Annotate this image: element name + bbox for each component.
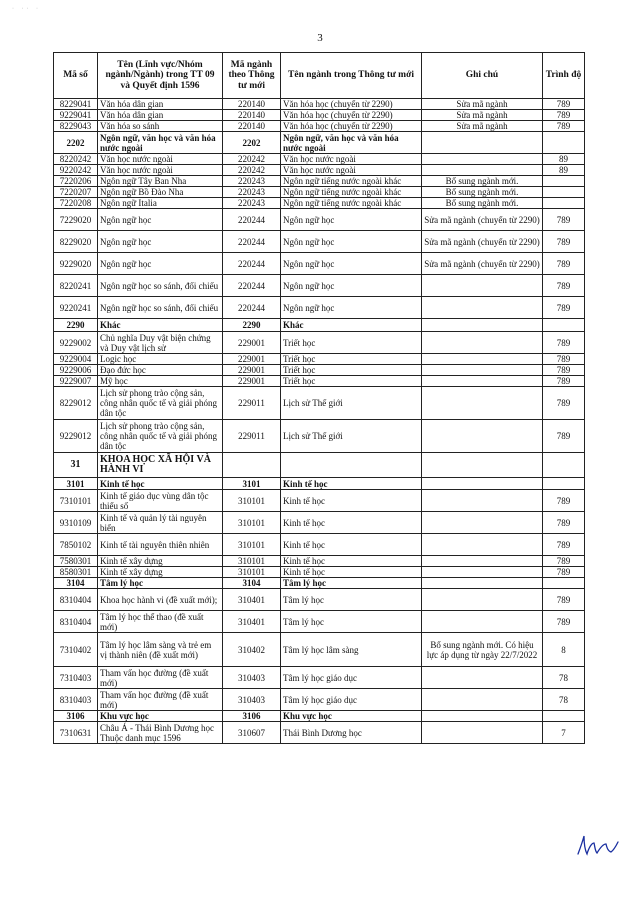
cell-old-name: Ngôn ngữ học (98, 253, 223, 275)
group-row (54, 132, 585, 154)
group-row (54, 711, 585, 722)
cell-note (422, 478, 543, 490)
cell-code: 7229020 (54, 209, 98, 231)
cell-new-name: Lịch sử Thế giới (281, 420, 422, 453)
cell-old-name: Văn học nước ngoài (98, 165, 223, 176)
cell-new-name: Lịch sử Thế giới (281, 387, 422, 420)
cell-old-name: Tham vấn học đường (đề xuất mới) (98, 667, 223, 689)
cell-new-code: 229011 (223, 387, 281, 420)
cell-code: 8310404 (54, 589, 98, 611)
cell-new-name: Khác (281, 319, 422, 332)
table-row (54, 376, 585, 387)
cell-new-name: Ngôn ngữ tiếng nước ngoài khác (281, 176, 422, 187)
cell-old-name: Đạo đức học (98, 365, 223, 376)
cell-level: 789 (543, 611, 585, 633)
cell-new-code (223, 453, 281, 478)
cell-old-name: Ngôn ngữ Bồ Đào Nha (98, 187, 223, 198)
cell-note (422, 711, 543, 722)
cell-new-name: Tâm lý học (281, 578, 422, 589)
cell-new-code: 220140 (223, 121, 281, 132)
cell-new-code: 220244 (223, 209, 281, 231)
cell-new-name: Tâm lý học (281, 611, 422, 633)
cell-code: 3104 (54, 578, 98, 589)
cell-note (422, 354, 543, 365)
cell-level: 789 (543, 121, 585, 132)
cell-note: Sửa mã ngành (chuyển từ 2290) (422, 253, 543, 275)
cell-new-name: Ngôn ngữ, văn học và văn hóa nước ngoài (281, 132, 422, 154)
table-row (54, 332, 585, 354)
cell-code: 9229004 (54, 354, 98, 365)
cell-level: 789 (543, 275, 585, 297)
group-row (54, 319, 585, 332)
cell-level: 789 (543, 420, 585, 453)
cell-new-code: 220244 (223, 275, 281, 297)
cell-old-name: Khác (98, 319, 223, 332)
group-row (54, 578, 585, 589)
table-body (54, 99, 585, 744)
header-note: Ghi chú (422, 53, 543, 99)
cell-note (422, 420, 543, 453)
cell-new-code: 220244 (223, 231, 281, 253)
cell-level (543, 198, 585, 209)
cell-note (422, 319, 543, 332)
cell-new-code: 220243 (223, 187, 281, 198)
cell-old-name: Kinh tế xây dựng (98, 556, 223, 567)
cell-level: 789 (543, 99, 585, 110)
cell-note (422, 387, 543, 420)
cell-code: 9229020 (54, 253, 98, 275)
cell-old-name: Ngôn ngữ Tây Ban Nha (98, 176, 223, 187)
cell-level: 89 (543, 154, 585, 165)
cell-level: 789 (543, 332, 585, 354)
cell-code: 9220241 (54, 297, 98, 319)
cell-new-code: 229001 (223, 365, 281, 376)
cell-code: 2290 (54, 319, 98, 332)
cell-old-name: Ngôn ngữ học so sánh, đối chiếu (98, 297, 223, 319)
table-row (54, 187, 585, 198)
cell-code: 7220207 (54, 187, 98, 198)
cell-new-code: 310101 (223, 567, 281, 578)
cell-level: 789 (543, 534, 585, 556)
cell-level: 789 (543, 490, 585, 512)
cell-level: 789 (543, 376, 585, 387)
header-new-name: Tên ngành trong Thông tư mới (281, 53, 422, 99)
cell-old-name: Ngôn ngữ học so sánh, đối chiếu (98, 275, 223, 297)
cell-note: Bổ sung ngành mới. (422, 176, 543, 187)
cell-new-name: Triết học (281, 332, 422, 354)
cell-old-name: Ngôn ngữ học (98, 231, 223, 253)
cell-code: 8310403 (54, 689, 98, 711)
cell-code: 8229020 (54, 231, 98, 253)
cell-code: 7310403 (54, 667, 98, 689)
table-row (54, 209, 585, 231)
cell-new-code: 310101 (223, 512, 281, 534)
table-row (54, 633, 585, 667)
cell-new-name (281, 453, 422, 478)
cell-code: 31 (54, 453, 98, 478)
cell-old-name: Khu vực học (98, 711, 223, 722)
cell-new-code: 220242 (223, 165, 281, 176)
cell-note (422, 534, 543, 556)
cell-new-code: 310101 (223, 556, 281, 567)
cell-note (422, 556, 543, 567)
cell-new-name: Tâm lý học giáo dục (281, 667, 422, 689)
cell-code: 2202 (54, 132, 98, 154)
cell-old-name: Kinh tế và quản lý tài nguyên biển (98, 512, 223, 534)
cell-new-code: 220244 (223, 253, 281, 275)
cell-code: 7850102 (54, 534, 98, 556)
cell-level (543, 478, 585, 490)
cell-new-code: 229001 (223, 354, 281, 365)
cell-old-name: Kinh tế giáo dục vùng dân tộc thiểu số (98, 490, 223, 512)
table-row (54, 611, 585, 633)
cell-code: 7310631 (54, 722, 98, 744)
cell-old-name: Tham vấn học đường (đề xuất mới) (98, 689, 223, 711)
cell-code: 7220208 (54, 198, 98, 209)
cell-note: Sửa mã ngành (chuyển từ 2290) (422, 209, 543, 231)
major-group-row (54, 453, 585, 478)
cell-new-name: Ngôn ngữ tiếng nước ngoài khác (281, 187, 422, 198)
cell-level: 789 (543, 253, 585, 275)
cell-note: Sửa mã ngành (chuyển từ 2290) (422, 231, 543, 253)
programs-table (53, 52, 585, 744)
cell-level (543, 132, 585, 154)
cell-note (422, 689, 543, 711)
cell-new-code: 310101 (223, 490, 281, 512)
cell-note (422, 667, 543, 689)
cell-new-name: Thái Bình Dương học (281, 722, 422, 744)
cell-level (543, 711, 585, 722)
cell-new-code: 220243 (223, 198, 281, 209)
cell-old-name: Tâm lý học thể thao (đề xuất mới) (98, 611, 223, 633)
table-header-row (54, 53, 585, 99)
cell-level: 789 (543, 387, 585, 420)
scan-marks: · ·· · (12, 6, 41, 12)
cell-old-name: Văn hóa dân gian (98, 110, 223, 121)
cell-code: 8229041 (54, 99, 98, 110)
cell-level: 789 (543, 567, 585, 578)
cell-new-name: Triết học (281, 354, 422, 365)
cell-new-code: 3101 (223, 478, 281, 490)
table-row (54, 490, 585, 512)
cell-code: 7310402 (54, 633, 98, 667)
cell-level (543, 187, 585, 198)
cell-new-code: 2290 (223, 319, 281, 332)
cell-note (422, 567, 543, 578)
cell-old-name: Lịch sử phong trào cộng sản, công nhân quốc tế và giải phóng dân tộc (98, 420, 223, 453)
cell-old-name: Lịch sử phong trào cộng sản, công nhân quốc tế và giải phóng dân tộc (98, 387, 223, 420)
cell-new-code: 229011 (223, 420, 281, 453)
table-row (54, 387, 585, 420)
cell-level (543, 176, 585, 187)
cell-new-name: Ngôn ngữ học (281, 253, 422, 275)
cell-note (422, 578, 543, 589)
cell-code: 9310109 (54, 512, 98, 534)
cell-new-name: Văn hóa học (chuyển từ 2290) (281, 110, 422, 121)
cell-old-name: Kinh tế tài nguyên thiên nhiên (98, 534, 223, 556)
cell-level: 789 (543, 209, 585, 231)
cell-new-name: Khu vực học (281, 711, 422, 722)
cell-new-name: Kinh tế học (281, 556, 422, 567)
cell-old-name: Mỹ học (98, 376, 223, 387)
cell-code: 7580301 (54, 556, 98, 567)
table-row (54, 589, 585, 611)
table-row (54, 512, 585, 534)
cell-note (422, 154, 543, 165)
cell-note (422, 132, 543, 154)
cell-note: Bổ sung ngành mới. (422, 198, 543, 209)
cell-level: 789 (543, 110, 585, 121)
table-row (54, 354, 585, 365)
header-code: Mã số (54, 53, 98, 99)
cell-new-name: Kinh tế học (281, 478, 422, 490)
cell-note: Sửa mã ngành (422, 99, 543, 110)
cell-new-name: Triết học (281, 365, 422, 376)
cell-old-name: Kinh tế học (98, 478, 223, 490)
cell-new-code: 220244 (223, 297, 281, 319)
table-row (54, 110, 585, 121)
cell-code: 9229041 (54, 110, 98, 121)
cell-old-name: Kinh tế xây dựng (98, 567, 223, 578)
cell-new-name: Kinh tế học (281, 567, 422, 578)
cell-code: 7310101 (54, 490, 98, 512)
cell-code: 9229006 (54, 365, 98, 376)
table-row (54, 365, 585, 376)
table-row (54, 556, 585, 567)
cell-new-name: Văn hóa học (chuyển từ 2290) (281, 121, 422, 132)
cell-note (422, 297, 543, 319)
cell-code: 7220206 (54, 176, 98, 187)
cell-note (422, 376, 543, 387)
signature-mark (575, 832, 621, 858)
cell-new-code: 220242 (223, 154, 281, 165)
cell-old-name: KHOA HỌC XÃ HỘI VÀ HÀNH VI (98, 453, 223, 478)
cell-code: 8580301 (54, 567, 98, 578)
cell-new-code: 220243 (223, 176, 281, 187)
cell-level: 8 (543, 633, 585, 667)
cell-new-name: Ngôn ngữ học (281, 275, 422, 297)
table-row (54, 534, 585, 556)
table-row (54, 722, 585, 744)
cell-note: Sửa mã ngành (422, 121, 543, 132)
cell-level: 789 (543, 231, 585, 253)
cell-note: Bổ sung ngành mới. Có hiệu lực áp dụng từ ngày 22/7/2022 (422, 633, 543, 667)
table-row (54, 297, 585, 319)
cell-code: 9229002 (54, 332, 98, 354)
cell-code: 8229012 (54, 387, 98, 420)
cell-old-name: Logic học (98, 354, 223, 365)
cell-level (543, 319, 585, 332)
table-row (54, 689, 585, 711)
table-row (54, 275, 585, 297)
cell-new-name: Tâm lý học giáo dục (281, 689, 422, 711)
cell-new-name: Kinh tế học (281, 512, 422, 534)
cell-level: 789 (543, 354, 585, 365)
cell-note (422, 512, 543, 534)
cell-new-name: Tâm lý học (281, 589, 422, 611)
cell-new-name: Tâm lý học lâm sàng (281, 633, 422, 667)
cell-level: 789 (543, 589, 585, 611)
cell-old-name: Ngôn ngữ, văn học và văn hóa nước ngoài (98, 132, 223, 154)
cell-new-code: 310101 (223, 534, 281, 556)
cell-note: Bổ sung ngành mới. (422, 187, 543, 198)
cell-new-name: Ngôn ngữ tiếng nước ngoài khác (281, 198, 422, 209)
table-row (54, 231, 585, 253)
group-row (54, 478, 585, 490)
cell-code: 3101 (54, 478, 98, 490)
cell-level (543, 578, 585, 589)
table-row (54, 99, 585, 110)
cell-code: 9229012 (54, 420, 98, 453)
cell-code: 3106 (54, 711, 98, 722)
cell-code: 8229043 (54, 121, 98, 132)
cell-note (422, 165, 543, 176)
cell-level: 789 (543, 556, 585, 567)
cell-level: 78 (543, 689, 585, 711)
cell-new-name: Ngôn ngữ học (281, 297, 422, 319)
cell-new-code: 3106 (223, 711, 281, 722)
cell-old-name: Khoa học hành vi (đề xuất mới); (98, 589, 223, 611)
cell-old-name: Tâm lý học lâm sàng và trẻ em vị thành niên (đề xuất mới) (98, 633, 223, 667)
cell-note (422, 275, 543, 297)
cell-new-code: 220140 (223, 99, 281, 110)
table-row (54, 198, 585, 209)
cell-old-name: Tâm lý học (98, 578, 223, 589)
cell-level: 789 (543, 512, 585, 534)
cell-old-name: Văn hóa so sánh (98, 121, 223, 132)
cell-note (422, 589, 543, 611)
table-row (54, 154, 585, 165)
cell-code: 9220242 (54, 165, 98, 176)
table-row (54, 121, 585, 132)
cell-note (422, 611, 543, 633)
cell-new-code: 310403 (223, 689, 281, 711)
cell-note (422, 722, 543, 744)
table-row (54, 253, 585, 275)
cell-new-name: Văn hóa học (chuyển từ 2290) (281, 99, 422, 110)
table-row (54, 667, 585, 689)
cell-level: 789 (543, 365, 585, 376)
cell-code: 8220241 (54, 275, 98, 297)
cell-code: 8220242 (54, 154, 98, 165)
cell-new-code: 2202 (223, 132, 281, 154)
cell-code: 9229007 (54, 376, 98, 387)
table-row (54, 420, 585, 453)
table-row (54, 176, 585, 187)
cell-old-name: Văn học nước ngoài (98, 154, 223, 165)
cell-level: 78 (543, 667, 585, 689)
cell-old-name: Chủ nghĩa Duy vật biện chứng và Duy vật lịch sử (98, 332, 223, 354)
cell-new-code: 310401 (223, 611, 281, 633)
cell-new-name: Triết học (281, 376, 422, 387)
cell-level: 789 (543, 297, 585, 319)
cell-note (422, 365, 543, 376)
cell-new-code: 220140 (223, 110, 281, 121)
cell-new-name: Kinh tế học (281, 490, 422, 512)
cell-old-name: Ngôn ngữ học (98, 209, 223, 231)
cell-new-code: 3104 (223, 578, 281, 589)
table-row (54, 567, 585, 578)
cell-note (422, 453, 543, 478)
cell-level: 89 (543, 165, 585, 176)
cell-note: Sửa mã ngành (422, 110, 543, 121)
cell-level: 7 (543, 722, 585, 744)
cell-new-code: 310402 (223, 633, 281, 667)
cell-old-name: Ngôn ngữ Italia (98, 198, 223, 209)
cell-new-code: 310607 (223, 722, 281, 744)
header-new-code: Mã ngành theo Thông tư mới (223, 53, 281, 99)
table-row (54, 165, 585, 176)
cell-old-name: Châu Á - Thái Bình Dương học Thuộc danh mục 1596 (98, 722, 223, 744)
header-old-name: Tên (Lĩnh vực/Nhóm ngành/Ngành) trong TT 09 và Quyết định 1596 (98, 53, 223, 99)
cell-new-code: 229001 (223, 332, 281, 354)
cell-new-code: 229001 (223, 376, 281, 387)
page-number: 3 (317, 32, 323, 44)
cell-new-name: Kinh tế học (281, 534, 422, 556)
cell-new-name: Ngôn ngữ học (281, 209, 422, 231)
cell-new-name: Ngôn ngữ học (281, 231, 422, 253)
header-level: Trình độ (543, 53, 585, 99)
cell-new-code: 310401 (223, 589, 281, 611)
cell-old-name: Văn hóa dân gian (98, 99, 223, 110)
cell-new-name: Văn học nước ngoài (281, 154, 422, 165)
cell-new-name: Văn học nước ngoài (281, 165, 422, 176)
cell-note (422, 332, 543, 354)
cell-new-code: 310403 (223, 667, 281, 689)
cell-code: 8310404 (54, 611, 98, 633)
cell-level (543, 453, 585, 478)
cell-note (422, 490, 543, 512)
